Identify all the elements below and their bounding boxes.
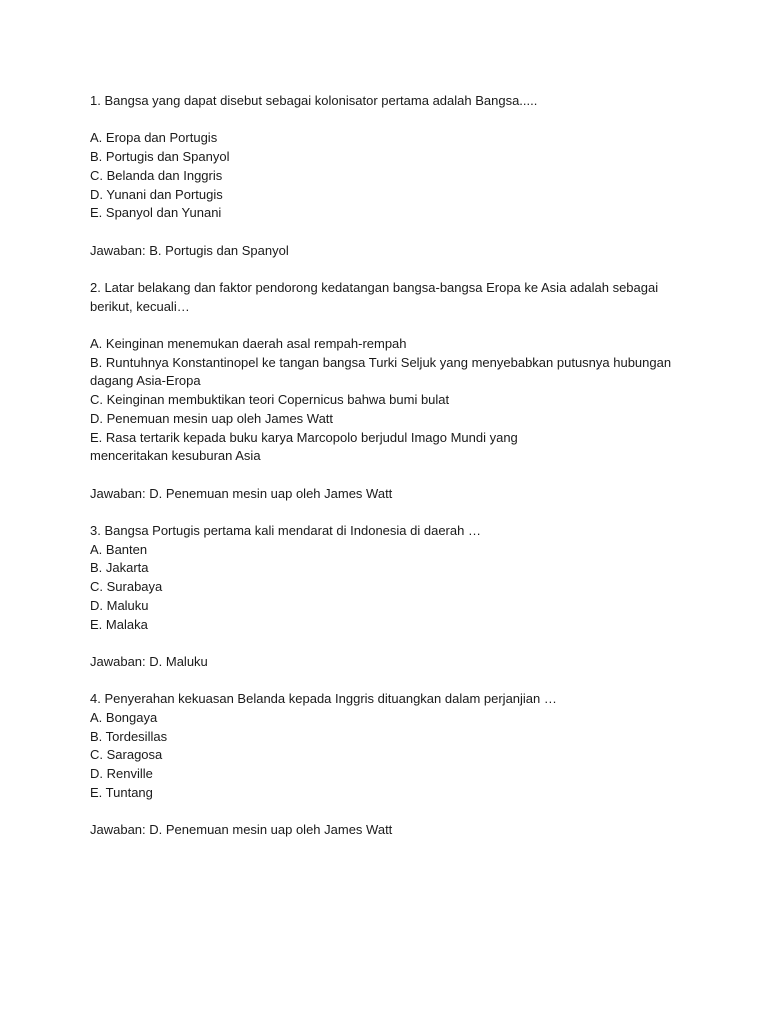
- question-4-option-a: A. Bongaya: [90, 710, 158, 726]
- question-2-option-b: B. Runtuhnya Konstantinopel ke tangan bangsa Turki Seljuk yang menyebabkan putusnya hubungan: [90, 354, 672, 370]
- question-4-option-b: B. Tordesillas: [90, 728, 168, 744]
- question-4-option-e: E. Tuntang: [90, 784, 153, 800]
- question-3-option-d: D. Maluku: [90, 597, 149, 613]
- question-4-option-d: D. Renville: [90, 766, 153, 782]
- question-2-option-e-continued: menceritakan kesuburan Asia: [90, 448, 261, 464]
- question-1-text: 1. Bangsa yang dapat disebut sebagai kolonisator pertama adalah Bangsa.....: [90, 93, 538, 108]
- spacer: [90, 223, 670, 242]
- question-4-text: 4. Penyerahan kekuasan Belanda kepada Inggris dituangkan dalam perjanjian …: [90, 691, 557, 707]
- question-3-option-c: C. Surabaya: [90, 579, 163, 595]
- question-1-option-c: C. Belanda dan Inggris: [90, 167, 223, 183]
- question-1-option-d: D. Yunani dan Portugis: [90, 186, 223, 202]
- question-1-answer: Jawaban: B. Portugis dan Spanyol: [90, 242, 289, 258]
- spacer: [90, 111, 670, 130]
- question-2-option-c: C. Keinginan membuktikan teori Copernicus bahwa bumi bulat: [90, 392, 450, 408]
- question-3-answer: Jawaban: D. Maluku: [90, 653, 208, 669]
- question-2-text-line-2: berikut, kecuali…: [90, 298, 190, 314]
- question-2-option-d: D. Penemuan mesin uap oleh James Watt: [90, 410, 334, 426]
- spacer: [90, 634, 670, 653]
- question-2-option-e: E. Rasa tertarik kepada buku karya Marcopolo berjudul Imago Mundi yang: [90, 429, 518, 445]
- spacer: [90, 503, 670, 522]
- spacer: [90, 803, 670, 822]
- question-3-option-b: B. Jakarta: [90, 560, 149, 576]
- question-4-option-c: C. Saragosa: [90, 747, 163, 763]
- spacer: [90, 672, 670, 691]
- document-body: [90, 92, 670, 840]
- spacer: [90, 316, 670, 335]
- question-2-option-b-continued: dagang Asia-Eropa: [90, 373, 201, 389]
- question-3-option-e: E. Malaka: [90, 616, 148, 632]
- question-2-option-a: A. Keinginan menemukan daerah asal rempah-rempah: [90, 336, 407, 352]
- question-2-answer: Jawaban: D. Penemuan mesin uap oleh James Watt: [90, 485, 393, 501]
- question-3-text: 3. Bangsa Portugis pertama kali mendarat di Indonesia di daerah …: [90, 523, 481, 539]
- question-2-text-line-1: 2. Latar belakang dan faktor pendorong kedatangan bangsa-bangsa Eropa ke Asia adalah sebagai: [90, 279, 659, 295]
- spacer: [90, 260, 670, 279]
- question-3-option-a: A. Banten: [90, 541, 148, 557]
- question-1-option-e: E. Spanyol dan Yunani: [90, 205, 222, 221]
- question-1-option-b: B. Portugis dan Spanyol: [90, 149, 230, 165]
- spacer: [90, 466, 670, 485]
- question-1-option-a: A. Eropa dan Portugis: [90, 130, 218, 146]
- question-4-answer: Jawaban: D. Penemuan mesin uap oleh James Watt: [90, 822, 393, 838]
